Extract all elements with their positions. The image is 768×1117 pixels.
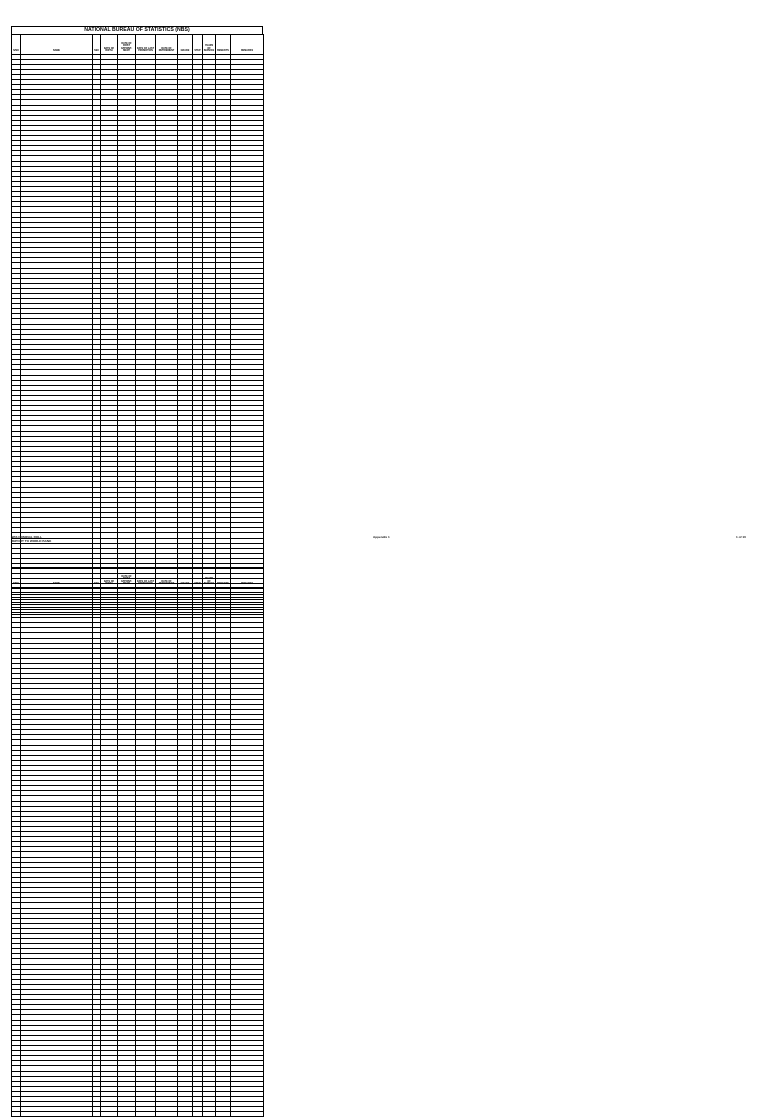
nominal-roll-table-2 [11, 567, 264, 1117]
table-cell [193, 1112, 203, 1117]
col-dlp: DATE OF LAST PROMOTION [136, 35, 156, 55]
table-cell [93, 1112, 101, 1117]
col-remarks: REMARKS [231, 568, 264, 588]
col-benefits: BENEFITS [216, 35, 231, 55]
footer-left-line1: NBS NOMINAL ROLL [11, 535, 43, 539]
col-dob: DATE OF BIRTH [101, 35, 118, 55]
table-cell [136, 1112, 156, 1117]
table-cell [216, 1112, 231, 1117]
document-title: NATIONAL BUREAU OF STATISTICS (NBS) [11, 26, 263, 34]
table-cell [156, 1112, 178, 1117]
col-grade: GRADE [178, 35, 193, 55]
table-body-1 [12, 54, 264, 614]
header-row [12, 568, 264, 588]
nominal-roll-page-2 [11, 567, 263, 1117]
table-cell [231, 1112, 264, 1117]
col-sno: S/NO [12, 568, 21, 588]
col-grade: GRADE [178, 568, 193, 588]
col-sno: S/NO [12, 35, 21, 55]
table-body-2 [12, 587, 264, 1117]
col-years: YEARS OF SERVICE [203, 35, 216, 55]
table-cell [12, 1112, 21, 1117]
footer-left [11, 536, 51, 544]
nominal-roll-table-1 [11, 34, 264, 615]
header-row [12, 35, 264, 55]
table-cell [178, 1112, 193, 1117]
nominal-roll-page-1 [11, 26, 263, 615]
col-name: NAME [21, 568, 93, 588]
table-cell [203, 1112, 216, 1117]
col-dfa: DATE OF FIRST APPOINT-MENT [118, 568, 136, 588]
col-dr: DATE OF RETIREMENT [156, 568, 178, 588]
col-step: STEP [193, 568, 203, 588]
footer-middle: Appendix 1 [373, 535, 390, 539]
col-dfa: DATE OF FIRST APPOINT-MENT [118, 35, 136, 55]
col-sex: SEX [93, 35, 101, 55]
table-cell [101, 1112, 118, 1117]
col-name: NAME [21, 35, 93, 55]
col-benefits: BENEFITS [216, 568, 231, 588]
col-years: YEARS OF SERVICE [203, 568, 216, 588]
table-cell [21, 1112, 93, 1117]
col-dr: DATE OF RETIREMENT [156, 35, 178, 55]
table-row [12, 1112, 264, 1117]
table-cell [118, 1112, 136, 1117]
footer-left-line2: REPORT TO WORLD BANK [11, 538, 52, 543]
col-sex: SEX [93, 568, 101, 588]
col-remarks: REMARKS [231, 35, 264, 55]
col-dob: DATE OF BIRTH [101, 568, 118, 588]
col-dlp: DATE OF LAST PROMOTION [136, 568, 156, 588]
col-step: STEP [193, 35, 203, 55]
footer-page-number: 1 of 10 [736, 535, 746, 539]
